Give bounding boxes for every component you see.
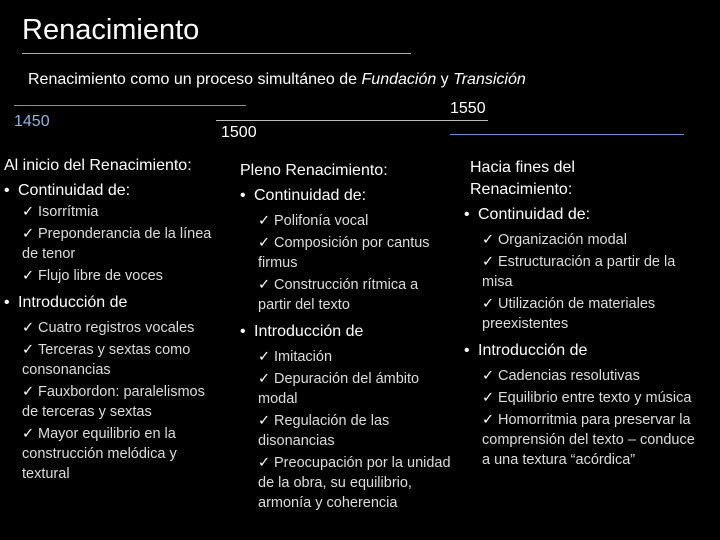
list-item bbox=[482, 366, 704, 386]
item-text: Estructuración a partir de la misa bbox=[482, 254, 676, 290]
continuidad-bullet bbox=[4, 180, 224, 202]
item-text: Fauxbordon: paralelismos de terceras y sextas bbox=[22, 384, 205, 420]
year-1550: 1550 bbox=[450, 100, 486, 117]
item-text: Preocupación por la unidad de la obra, su equilibrio, armonía y coherencia bbox=[258, 455, 451, 511]
check-icon: ✓ bbox=[482, 232, 495, 248]
column-late-renaissance bbox=[464, 157, 704, 470]
check-icon: ✓ bbox=[258, 455, 271, 471]
item-text: Depuración del ámbito modal bbox=[258, 371, 420, 407]
column-early-renaissance bbox=[4, 155, 224, 484]
check-icon: ✓ bbox=[258, 277, 271, 293]
item-text: Mayor equilibrio en la construcción melódica y textural bbox=[22, 426, 177, 482]
list-item bbox=[258, 453, 455, 513]
list-item bbox=[22, 382, 224, 422]
item-text: Composición por cantus firmus bbox=[258, 235, 430, 271]
check-icon: ✓ bbox=[22, 204, 35, 220]
column-heading: Hacia fines del Renacimiento: bbox=[470, 159, 575, 198]
check-icon: ✓ bbox=[258, 349, 271, 365]
list-item bbox=[258, 211, 455, 231]
bullet-glyph: • bbox=[464, 206, 470, 223]
year-1450: 1450 bbox=[14, 113, 50, 130]
timeline-rule-1500 bbox=[216, 120, 488, 121]
subtitle-fundacion: Fundación bbox=[361, 71, 437, 88]
check-icon: ✓ bbox=[22, 268, 35, 284]
subtitle-transicion: Transición bbox=[453, 71, 526, 88]
year-1500: 1500 bbox=[221, 124, 257, 141]
check-icon: ✓ bbox=[258, 213, 271, 229]
item-text: Regulación de las disonancias bbox=[258, 413, 390, 449]
timeline-rule-1550 bbox=[450, 134, 684, 135]
item-text: Cadencias resolutivas bbox=[498, 368, 640, 384]
check-icon: ✓ bbox=[482, 390, 495, 406]
introduccion-label: Introducción de bbox=[478, 342, 588, 359]
continuidad-list bbox=[240, 211, 455, 315]
continuidad-label: Continuidad de: bbox=[254, 187, 367, 204]
list-item bbox=[258, 275, 455, 315]
subtitle-conjunction: y bbox=[436, 71, 454, 88]
title-underline bbox=[22, 53, 411, 54]
item-text: Isorrítmia bbox=[38, 204, 99, 220]
introduccion-bullet bbox=[464, 340, 704, 362]
introduccion-bullet bbox=[240, 321, 455, 343]
check-icon: ✓ bbox=[482, 412, 495, 428]
check-icon: ✓ bbox=[482, 296, 495, 312]
item-text: Flujo libre de voces bbox=[38, 268, 163, 284]
item-text: Imitación bbox=[274, 349, 333, 365]
check-icon: ✓ bbox=[22, 426, 35, 442]
list-item bbox=[482, 388, 704, 408]
list-item bbox=[22, 266, 224, 286]
bullet-glyph: • bbox=[4, 294, 10, 311]
item-text: Organización modal bbox=[498, 232, 627, 248]
list-item bbox=[482, 230, 704, 250]
list-item bbox=[258, 369, 455, 409]
continuidad-bullet bbox=[464, 204, 704, 226]
check-icon: ✓ bbox=[22, 342, 35, 358]
continuidad-list bbox=[464, 230, 704, 334]
list-item bbox=[22, 224, 224, 264]
bullet-glyph: • bbox=[464, 342, 470, 359]
list-item bbox=[258, 233, 455, 273]
item-text: Construcción rítmica a partir del texto bbox=[258, 277, 419, 313]
bullet-glyph: • bbox=[240, 323, 246, 340]
introduccion-label: Introducción de bbox=[254, 323, 364, 340]
continuidad-bullet bbox=[240, 185, 455, 207]
timeline-rule-1450 bbox=[14, 105, 246, 106]
check-icon: ✓ bbox=[258, 413, 271, 429]
item-text: Cuatro registros vocales bbox=[38, 320, 195, 336]
item-text: Homorritmia para preservar la comprensión del texto – conduce a una textura “acórdica” bbox=[482, 412, 695, 468]
check-icon: ✓ bbox=[22, 384, 35, 400]
list-item bbox=[482, 252, 704, 292]
continuidad-list bbox=[4, 202, 224, 286]
check-icon: ✓ bbox=[258, 371, 271, 387]
list-item bbox=[22, 424, 224, 484]
continuidad-label: Continuidad de: bbox=[18, 182, 131, 199]
subtitle-prefix: Renacimiento como un proceso simultáneo de bbox=[28, 71, 362, 88]
list-item bbox=[482, 410, 704, 470]
continuidad-label: Continuidad de: bbox=[478, 206, 591, 223]
column-high-renaissance bbox=[240, 160, 455, 513]
check-icon: ✓ bbox=[482, 254, 495, 270]
column-heading: Al inicio del Renacimiento: bbox=[4, 157, 192, 174]
introduccion-list bbox=[4, 318, 224, 484]
check-icon: ✓ bbox=[22, 226, 35, 242]
check-icon: ✓ bbox=[482, 368, 495, 384]
bullet-glyph: • bbox=[240, 187, 246, 204]
item-text: Terceras y sextas como consonancias bbox=[22, 342, 191, 378]
slide-title: Renacimiento bbox=[22, 14, 200, 46]
check-icon: ✓ bbox=[22, 320, 35, 336]
item-text: Polifonía vocal bbox=[274, 213, 369, 229]
list-item bbox=[482, 294, 704, 334]
item-text: Utilización de materiales preexistentes bbox=[482, 296, 656, 332]
introduccion-label: Introducción de bbox=[18, 294, 128, 311]
list-item bbox=[258, 347, 455, 367]
column-heading: Pleno Renacimiento: bbox=[240, 162, 388, 179]
check-icon: ✓ bbox=[258, 235, 271, 251]
bullet-glyph: • bbox=[4, 182, 10, 199]
introduccion-bullet bbox=[4, 292, 224, 314]
item-text: Preponderancia de la línea de tenor bbox=[22, 226, 212, 262]
list-item bbox=[22, 202, 224, 222]
list-item bbox=[22, 340, 224, 380]
list-item bbox=[22, 318, 224, 338]
list-item bbox=[258, 411, 455, 451]
introduccion-list bbox=[240, 347, 455, 513]
item-text: Equilibrio entre texto y música bbox=[498, 390, 692, 406]
slide-subtitle bbox=[28, 71, 526, 89]
introduccion-list bbox=[464, 366, 704, 470]
